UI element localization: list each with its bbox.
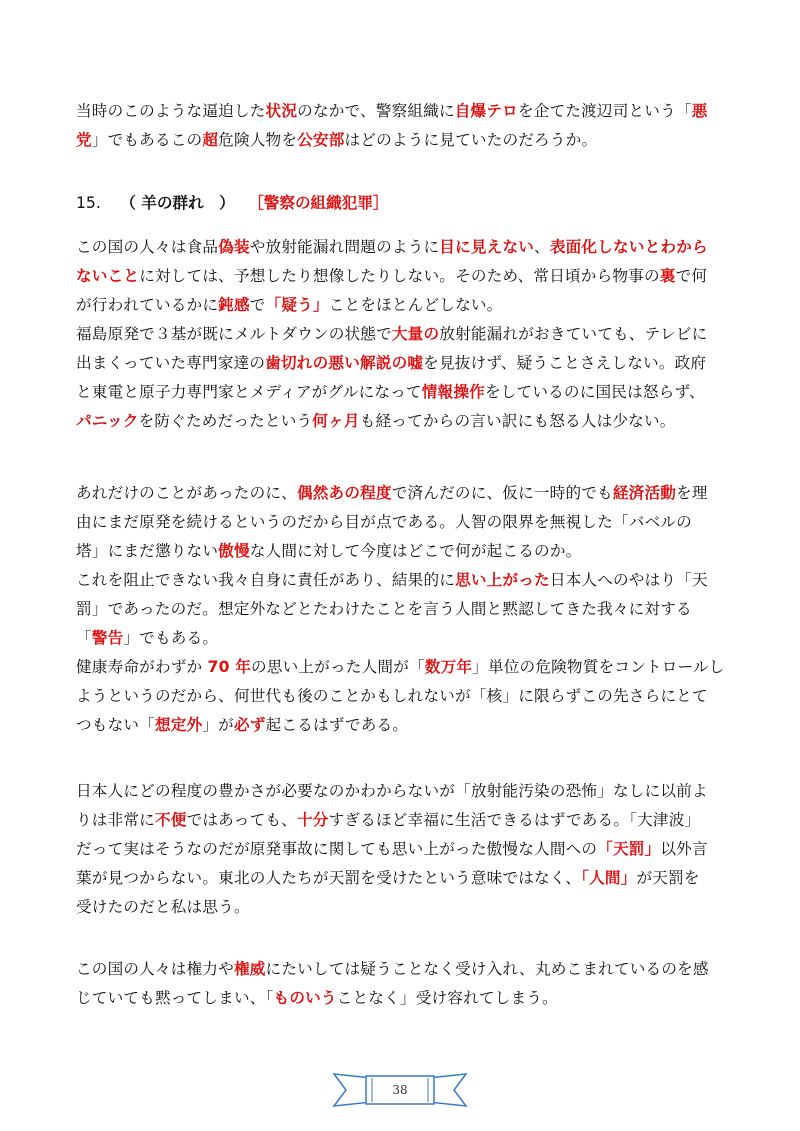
text-run: と東電と原子力専門家とメディアがグルになって <box>76 383 422 401</box>
highlighted-phrase: 想定外 <box>154 716 203 734</box>
text-line <box>76 628 736 649</box>
text-line <box>76 324 736 345</box>
text-line <box>76 988 736 1009</box>
text-line <box>76 686 736 707</box>
highlighted-phrase: 「天罰」 <box>597 840 661 858</box>
highlighted-phrase: 偶然あの程度 <box>296 484 392 502</box>
text-line <box>76 781 736 802</box>
highlighted-phrase: 警告 <box>91 629 124 647</box>
highlighted-phrase: 表面化しないとわから <box>549 238 708 256</box>
section-heading <box>76 193 736 214</box>
text-run: 放射能漏れがおきていても、テレビに <box>439 325 708 343</box>
highlighted-phrase: 思い上がった <box>455 571 550 589</box>
text-line <box>76 657 736 678</box>
highlighted-phrase: 悪 <box>691 102 708 120</box>
highlighted-phrase: 超 <box>202 131 219 149</box>
highlighted-phrase: 何ヶ月 <box>312 412 360 430</box>
text-run: 健康寿命がわずか <box>76 658 208 676</box>
text-run: 「 <box>76 629 92 647</box>
highlighted-phrase: 党 <box>76 131 92 149</box>
highlighted-phrase: パニック <box>76 412 139 430</box>
highlighted-phrase: 70 年 <box>207 658 252 676</box>
text-run: にたいしては疑うことなく受け入れ、丸めこまれているのを感 <box>265 960 709 978</box>
text-run: や放射能漏れ問題のように <box>249 238 440 256</box>
highlighted-phrase: 必ず <box>233 716 266 734</box>
text-line <box>76 715 736 736</box>
text-run: が行われているかに <box>76 296 219 314</box>
text-run: じていても黙ってしまい、「 <box>76 989 274 1007</box>
highlighted-phrase: 経済活動 <box>612 484 677 502</box>
text-line <box>76 266 736 287</box>
highlighted-phrase: 目に見えない <box>439 238 535 256</box>
text-run: な人間に対して今度はどこで何が起こるのか。 <box>249 542 582 560</box>
highlighted-phrase: 不便 <box>154 811 187 829</box>
highlighted-phrase: 自爆テロ <box>454 102 518 120</box>
paragraph-nuclear-arrogance <box>76 483 736 744</box>
highlighted-phrase: 十分 <box>296 811 329 829</box>
text-run: 福島原発で３基が既にメルトダウンの状態で <box>76 325 392 343</box>
text-line <box>76 101 736 122</box>
text-run: 日本人にどの程度の豊かさが必要なのかわからないが「放射能汚染の恐怖」なしに以前よ <box>76 782 708 800</box>
text-run: を見抜けず、疑うことさえしない。政府 <box>423 354 707 372</box>
text-run: 」でもあるこの <box>91 131 203 149</box>
text-run: あれだけのことがあったのに、 <box>76 484 297 502</box>
text-run: 以外言 <box>660 840 708 858</box>
text-run: この国の人々は権力や <box>76 960 234 978</box>
text-run: が天罰を <box>636 869 700 887</box>
text-run: ではあっても、 <box>186 811 297 829</box>
paragraph-intro <box>76 101 736 159</box>
text-run: 起こるはずである。 <box>265 716 409 734</box>
highlighted-phrase: 数万年 <box>424 658 473 676</box>
highlighted-phrase: 歯切れの悪い解説の嘘 <box>265 354 424 372</box>
heading-close-paren: ） <box>219 194 235 212</box>
text-run: これを阻止できない我々自身に責任があり、結果的に <box>76 571 456 589</box>
text-run: 、 <box>534 238 550 256</box>
highlighted-phrase: 公安部 <box>297 131 345 149</box>
text-run: 」単位の危険物質をコントロールし <box>472 658 725 676</box>
text-line <box>76 810 736 831</box>
text-run: つもない「 <box>76 716 155 734</box>
text-run: 葉が見つからない。東北の人たちが天罰を受けたという意味ではなく、 <box>76 869 582 887</box>
text-run: を企てた渡辺司という「 <box>517 102 692 120</box>
text-line <box>76 295 736 316</box>
text-run: 出まくっていた専門家達の <box>76 354 266 372</box>
text-line <box>76 541 736 562</box>
text-line <box>76 868 736 889</box>
text-line <box>76 839 736 860</box>
text-run: をしているのに国民は怒らず、 <box>484 383 705 401</box>
paragraph-divine-punishment <box>76 781 736 926</box>
highlighted-phrase: 大量の <box>391 325 440 343</box>
text-run: 受けたのだと私は思う。 <box>76 898 250 916</box>
text-run: 」でもある。 <box>123 629 219 647</box>
heading-open-paren: （ <box>120 194 136 212</box>
text-run: 当時のこのような逼迫した <box>76 102 266 120</box>
text-line <box>76 570 736 591</box>
text-line <box>76 512 736 533</box>
text-run: に対しては、予想したり想像したりしない。そのため、常日頃から物事の <box>139 267 660 285</box>
section-title: 羊の群れ <box>141 194 204 212</box>
text-line <box>76 411 736 432</box>
highlighted-phrase: 傲慢 <box>218 542 250 560</box>
text-run: ことなく」受け容れてしまう。 <box>336 989 558 1007</box>
text-line <box>76 130 736 151</box>
paragraph-public-ignorance <box>76 237 736 440</box>
text-run: 危険人物を <box>218 131 298 149</box>
section-subtitle: ［警察の組織犯罪］ <box>248 194 389 212</box>
highlighted-phrase: 「人間」 <box>581 869 637 887</box>
text-line <box>76 382 736 403</box>
text-run: を理 <box>676 484 708 502</box>
page-number: 38 <box>392 1083 408 1097</box>
text-run: 由にまだ原発を続けるというのだから目が点である。人智の限界を無視した「バベルの <box>76 513 692 531</box>
text-run: ことをほとんどしない。 <box>328 296 503 314</box>
highlighted-phrase: 鈍感 <box>218 296 250 314</box>
highlighted-phrase: 「疑う」 <box>265 296 329 314</box>
text-run: りは非常に <box>76 811 155 829</box>
text-line <box>76 959 736 980</box>
highlighted-phrase: ものいう <box>273 989 337 1007</box>
text-run: 罰」であったのだ。想定外などとたわけたことを言う人間と黙認してきた我々に対する <box>76 600 692 618</box>
text-line <box>76 897 736 918</box>
text-run: を防ぐためだったという <box>138 412 313 430</box>
text-line <box>76 353 736 374</box>
text-run: 日本人へのやはり「天 <box>549 571 708 589</box>
text-run: はどのように見ていたのだろうか。 <box>344 131 598 149</box>
text-run: の思い上がった人間が「 <box>251 658 425 676</box>
text-run: この国の人々は食品 <box>76 238 219 256</box>
text-line <box>76 237 736 258</box>
text-run: だって実はそうなのだが原発事故に関しても思い上がった傲慢な人間への <box>76 840 598 858</box>
text-run: で済んだのに、仮に一時的でも <box>391 484 613 502</box>
highlighted-phrase: 状況 <box>265 102 298 120</box>
text-run: で何 <box>675 267 708 285</box>
highlighted-phrase: 裏 <box>659 267 676 285</box>
paragraph-authority <box>76 959 736 1017</box>
highlighted-phrase: 偽装 <box>218 238 250 256</box>
text-run: も経ってからの言い訳にも怒る人は少ない。 <box>359 412 676 430</box>
text-line <box>76 483 736 504</box>
text-run: すぎるほど幸福に生活できるはずである。「大津波」 <box>328 811 701 829</box>
text-run: 塔」にまだ懲りない <box>76 542 219 560</box>
highlighted-phrase: 情報操作 <box>421 383 485 401</box>
page-number-ribbon <box>332 1068 468 1112</box>
text-run: 」が <box>202 716 234 734</box>
highlighted-phrase: 権威 <box>233 960 266 978</box>
highlighted-phrase: ないこと <box>76 267 140 285</box>
text-run: のなかで、警察組織に <box>297 102 455 120</box>
text-line <box>76 599 736 620</box>
section-number: 15. <box>76 194 101 212</box>
text-run: で <box>249 296 266 314</box>
text-run: ようというのだから、何世代も後のことかもしれないが「核」に限らずこの先さらにとて <box>76 687 708 705</box>
